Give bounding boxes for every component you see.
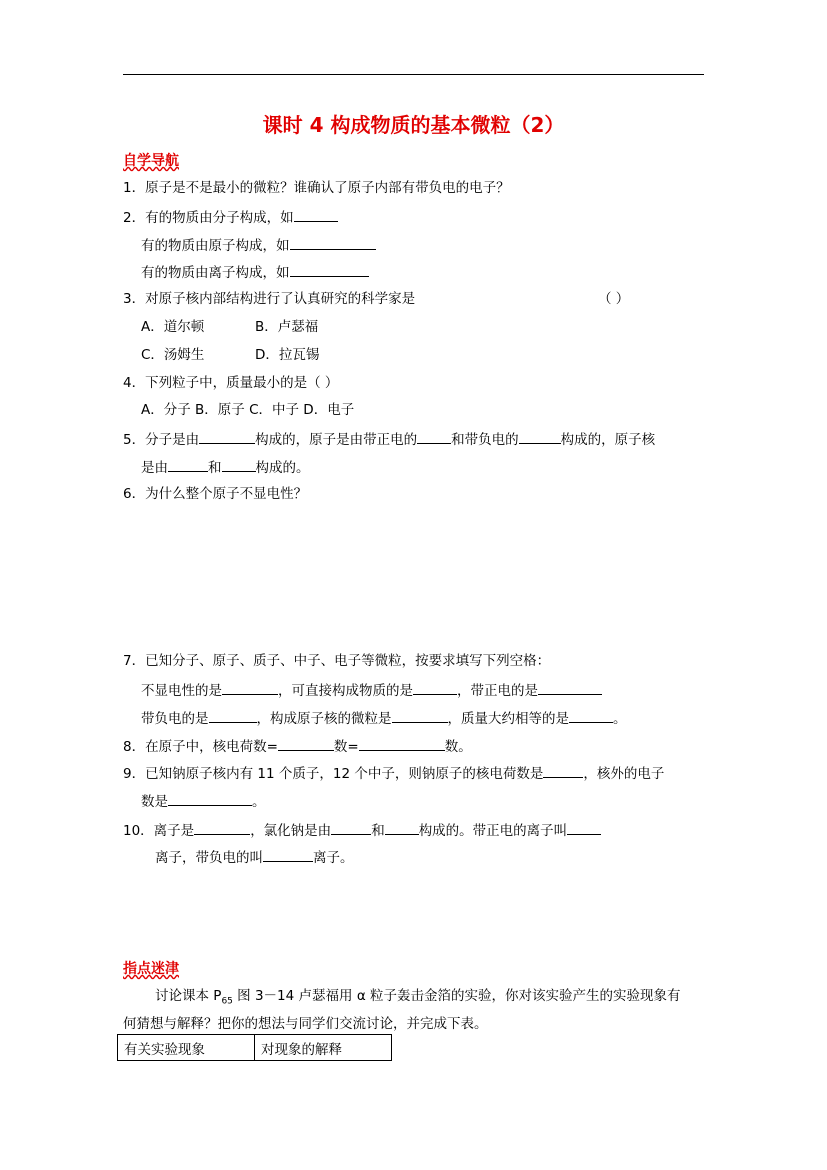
answer-blank[interactable] (222, 457, 256, 472)
table-header-cell: 对现象的解释 (255, 1035, 392, 1061)
question-4-stem: 4．下列粒子中，质量最小的是（ ） (123, 375, 339, 391)
answer-blank[interactable] (294, 207, 338, 222)
question-4-options: A．分子 B．原子 C．中子 D．电子 (141, 402, 355, 418)
question-3-stem: 3．对原子核内部结构进行了认真研究的科学家是 (123, 291, 416, 307)
question-5-text: 构成的，原子是由带正电的 (255, 432, 418, 448)
question-3-answer-paren[interactable]: （ ） (598, 291, 630, 307)
question-9-line-1 (123, 763, 664, 783)
section-heading-guidance: 指点迷津 (123, 961, 179, 977)
question-2-text-a: 2．有的物质由分子构成，如 (123, 210, 294, 226)
answer-blank[interactable] (331, 820, 371, 835)
observation-table (117, 1034, 392, 1061)
question-3-option-d: D．拉瓦锡 (255, 347, 320, 363)
question-10-text: 10．离子是 (123, 823, 195, 839)
answer-blank[interactable] (168, 791, 252, 806)
answer-blank[interactable] (567, 820, 601, 835)
section-heading-self-study: 自学导航 (123, 153, 179, 169)
answer-blank[interactable] (278, 736, 334, 751)
question-8-text: 8．在原子中，核电荷数= (123, 739, 278, 755)
table-header-cell: 有关实验现象 (118, 1035, 255, 1061)
discussion-text: 讨论课本 P (155, 988, 222, 1004)
question-2-text-b: 有的物质由原子构成，如 (141, 238, 290, 254)
question-9-text: ，核外的电子 (583, 766, 665, 782)
question-8-text: 数。 (444, 739, 472, 755)
question-5-text: 和 (208, 460, 222, 476)
page-number-subscript: 65 (221, 996, 233, 1007)
question-10-text: 离子。 (313, 850, 354, 866)
question-7-stem: 7．已知分子、原子、质子、中子、电子等微粒，按要求填写下列空格： (123, 653, 551, 669)
answer-blank[interactable] (290, 235, 376, 250)
question-3-option-a: A．道尔顿 (141, 319, 205, 335)
answer-blank[interactable] (538, 680, 602, 695)
question-1: 1．原子是不是最小的微粒？谁确认了原子内部有带负电的电子？ (123, 180, 510, 196)
question-5-line-2 (141, 457, 310, 477)
answer-blank[interactable] (359, 736, 445, 751)
question-7-text: ，构成原子核的微粒是 (256, 711, 392, 727)
answer-blank[interactable] (199, 429, 255, 444)
question-5-text: 和带负电的 (451, 432, 519, 448)
table-row (118, 1035, 392, 1061)
answer-blank[interactable] (263, 847, 313, 862)
answer-blank[interactable] (543, 763, 583, 778)
question-3-option-c: C．汤姆生 (141, 347, 205, 363)
question-7-text: ，带正电的是 (457, 683, 538, 699)
question-10-line-1 (123, 820, 601, 840)
question-9-line-2 (141, 791, 266, 811)
question-10-text: 离子，带负电的叫 (155, 850, 263, 866)
discussion-line-2: 何猜想与解释？把你的想法与同学们交流讨论，并完成下表。 (123, 1016, 488, 1032)
question-3-option-b: B．卢瑟福 (255, 319, 319, 335)
header-rule (123, 74, 704, 75)
discussion-text: 图 3－14 卢瑟福用 α 粒子轰击金箔的实验，你对该实验产生的实验现象有 (232, 988, 681, 1004)
question-7-text: ，可直接构成物质的是 (278, 683, 413, 699)
question-7-text: 。 (613, 711, 627, 727)
page-title: 课时 4 构成物质的基本微粒（2） (262, 113, 565, 137)
question-5-text: 5．分子是由 (123, 432, 200, 448)
answer-blank[interactable] (385, 820, 419, 835)
question-7-line-1 (141, 680, 602, 700)
discussion-line-1 (155, 987, 681, 1011)
answer-blank[interactable] (569, 708, 613, 723)
question-7-text: 带负电的是 (141, 711, 209, 727)
question-2-text-c: 有的物质由离子构成，如 (141, 265, 290, 281)
question-5-text: 是由 (141, 460, 168, 476)
question-6: 6．为什么整个原子不显电性？ (123, 486, 308, 502)
question-7-text: ，质量大约相等的是 (447, 711, 569, 727)
question-2-line-3 (141, 262, 369, 282)
question-9-text: 数是 (141, 794, 168, 810)
question-8 (123, 736, 472, 756)
answer-blank[interactable] (168, 457, 208, 472)
answer-blank[interactable] (194, 820, 250, 835)
question-10-line-2 (155, 847, 354, 867)
question-5-line-1 (123, 429, 655, 449)
question-10-text: ，氯化钠是由 (250, 823, 332, 839)
answer-blank[interactable] (209, 708, 257, 723)
question-2-line-1 (123, 207, 338, 227)
question-5-text: 构成的。 (255, 460, 310, 476)
question-9-text: 。 (252, 794, 266, 810)
question-10-text: 构成的。带正电的离子叫 (418, 823, 568, 839)
question-7-text: 不显电性的是 (141, 683, 222, 699)
question-10-text: 和 (371, 823, 385, 839)
answer-blank[interactable] (417, 429, 451, 444)
answer-blank[interactable] (222, 680, 278, 695)
question-5-text: 构成的，原子核 (560, 432, 656, 448)
answer-blank[interactable] (413, 680, 457, 695)
question-8-text: 数= (333, 739, 359, 755)
question-7-line-2 (141, 708, 627, 728)
answer-blank[interactable] (290, 262, 369, 277)
question-2-line-2 (141, 235, 376, 255)
answer-blank[interactable] (519, 429, 561, 444)
answer-blank[interactable] (392, 708, 448, 723)
question-9-text: 9．已知钠原子核内有 11 个质子，12 个中子，则钠原子的核电荷数是 (123, 766, 544, 782)
